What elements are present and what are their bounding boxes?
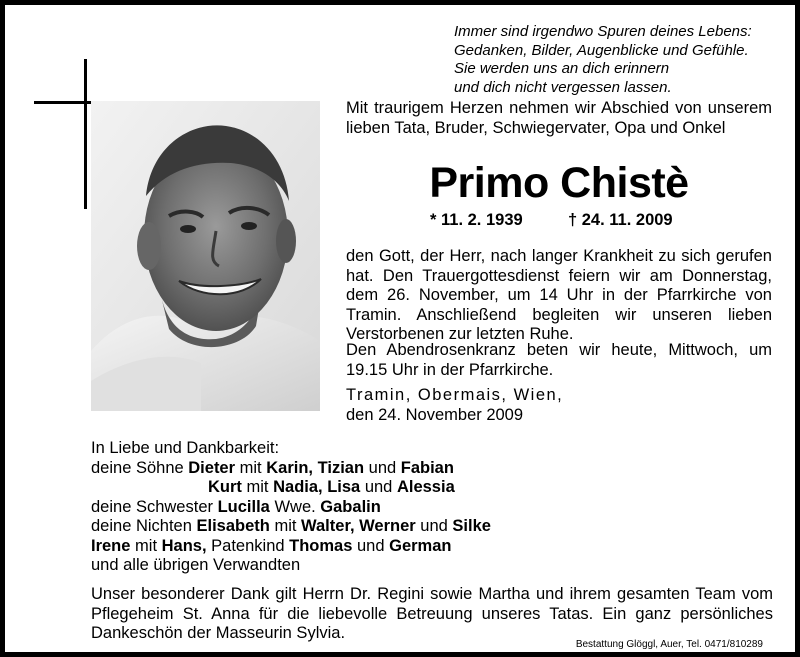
poem-line: Immer sind irgendwo Spuren deines Lebens:: [454, 23, 752, 40]
mourner-row: [91, 459, 771, 479]
relation-label: deine Schwester: [91, 497, 213, 516]
relation-label: deine Nichten: [91, 517, 192, 535]
rosary-announcement: Den Abendrosenkranz beten wir heute, Mittwoch, um 19.15 Uhr in der Pfarrkirche.: [346, 341, 772, 379]
mourners-list: [91, 439, 771, 576]
mourner-row: [91, 498, 771, 518]
mourners-intro: In Liebe und Dankbarkeit:: [91, 439, 280, 457]
mourner-name: Karin, Tizian: [266, 458, 365, 477]
notice-date: den 24. November 2009: [346, 405, 524, 424]
mourner-name: Kurt: [208, 478, 242, 496]
undertaker-credit: Bestattung Glöggl, Auer, Tel. 0471/810289: [575, 639, 763, 650]
places: Tramin, Obermais, Wien,: [346, 386, 564, 404]
mourner-name: Irene: [91, 536, 131, 555]
birth-date: * 11. 2. 1939: [430, 211, 523, 229]
portrait-image: [91, 101, 320, 411]
connector: mit: [274, 517, 297, 535]
mourner-name: Alessia: [396, 478, 455, 496]
connector: mit: [135, 536, 158, 555]
mourner-name: Gabalin: [320, 497, 381, 516]
place-date-block: [346, 386, 772, 425]
mourner-name: Nadia, Lisa: [273, 478, 361, 496]
mourner-name: Elisabeth: [196, 517, 270, 535]
mourner-row: [91, 517, 771, 537]
connector: mit: [246, 478, 269, 496]
deceased-name: Primo Chistè: [429, 159, 689, 207]
mourner-name: German: [389, 536, 452, 555]
connector: und: [357, 536, 385, 555]
poem-line: Gedanken, Bilder, Augenblicke und Gefühle.: [454, 41, 749, 59]
relation-label: Patenkind: [211, 536, 285, 555]
connector: und: [368, 458, 397, 477]
portrait-photo: [91, 101, 320, 411]
mourner-name: Thomas: [289, 536, 353, 555]
mourner-name: Walter, Werner: [301, 517, 416, 535]
mourner-name: Hans,: [161, 536, 207, 555]
poem-line: und dich nicht vergessen lassen.: [454, 78, 672, 96]
connector: und: [364, 478, 393, 496]
mourner-row: [91, 537, 771, 557]
mourner-name: Silke: [452, 517, 491, 535]
poem-line: Sie werden uns an dich erinnern: [454, 60, 670, 77]
mourner-name: Fabian: [400, 458, 454, 477]
connector: Wwe.: [274, 497, 316, 516]
mourner-row: und alle übrigen Verwandten: [91, 556, 301, 574]
intro-text: Mit traurigem Herzen nehmen wir Abschied von unserem lieben Tata, Bruder, Schwiegervater, Opa und Onkel: [346, 99, 772, 137]
mourner-name: Lucilla: [217, 497, 270, 516]
death-date: † 24. 11. 2009: [568, 211, 673, 229]
cross-icon: [84, 59, 87, 209]
mourner-name: Dieter: [188, 458, 236, 477]
memorial-poem: [454, 23, 784, 97]
funeral-announcement: den Gott, der Herr, nach langer Krankheit zu sich gerufen hat. Den Trauergottesdienst feiern wir am Donnerstag, dem 26. November, um 14 Uhr in der Pfarrkirche von Tramin. Anschließend begleiten wir unseren lieben Verstorbenen zur letzten Ruhe.: [346, 247, 772, 343]
relation-label: deine Söhne: [91, 458, 184, 477]
mourner-row: [91, 478, 771, 498]
thanks-text: Unser besonderer Dank gilt Herrn Dr. Regini sowie Martha und ihrem gesamten Team vom Pflegeheim St. Anna für die liebevolle Betreuung unseres Tatas. Ein ganz persönliches Dankeschön der Masseurin Sylvia.: [91, 585, 773, 642]
connector: und: [420, 517, 448, 535]
connector: mit: [239, 458, 262, 477]
